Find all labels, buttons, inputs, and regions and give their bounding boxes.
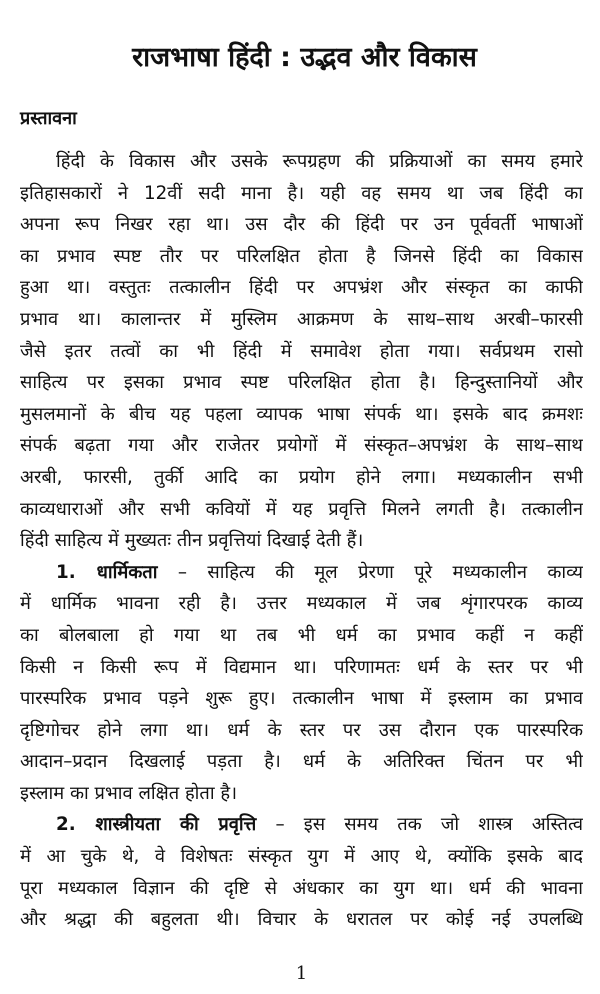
point1-line: इस्लाम का प्रभाव लक्षित होता है।: [20, 782, 238, 804]
point2-line: पूरा मध्यकाल विज्ञान की दृष्टि से अंधकार का युग था। धर्म की भावना: [20, 877, 583, 899]
point2-heading: 2. शास्त्रीयता की प्रवृत्ति: [56, 814, 257, 836]
paragraph-line: जैसे इतर तत्वों का भी हिंदी में समावेश होता गया। सर्वप्रथम रासो: [20, 340, 583, 362]
point1-line: आदान–प्रदान दिखलाई पड़ता है। धर्म के अतिरिक्त चिंतन पर भी: [20, 751, 583, 773]
paragraph-line: मुसलमानों के बीच यह पहला व्यापक भाषा संपर्क था। इसके बाद क्रमशः: [20, 403, 583, 425]
point1-line: का बोलबाला हो गया था तब भी धर्म का प्रभाव कहीं न कहीं: [20, 624, 583, 646]
paragraph-line: अरबी, फारसी, तुर्की आदि का प्रयोग होने लगा। मध्यकालीन सभी: [20, 466, 583, 488]
point2-line: और श्रद्धा की बहुलता थी। विचार के धरातल पर कोई नई उपलब्धि: [20, 909, 583, 931]
point1-first-line: [20, 557, 583, 589]
paragraph-line: अपना रूप निखर रहा था। उस दौर की हिंदी पर उन पूर्ववर्ती भाषाओं: [20, 214, 583, 236]
point1-heading: 1. धार्मिकता: [56, 561, 158, 583]
page-title: राजभाषा हिंदी : उद्भव और विकास: [132, 42, 477, 73]
point2-line: में आ चुके थे, वे विशेषतः संस्कृत युग में आए थे, क्योंकि इसके बाद: [20, 846, 583, 868]
point2-first-line: [20, 809, 583, 841]
point1-line: में धार्मिक भावना रही है। उत्तर मध्यकाल में जब शृंगारपरक काव्य: [20, 593, 583, 615]
paragraph-line: का प्रभाव स्पष्ट तौर पर परिलक्षित होता है जिनसे हिंदी का विकास: [20, 245, 583, 267]
section-heading: प्रस्तावना: [20, 108, 77, 129]
paragraph-line: संपर्क बढ़ता गया और राजेतर प्रयोगों में संस्कृत–अपभ्रंश के साथ–साथ: [20, 435, 583, 457]
document-page: [20, 0, 583, 994]
paragraph-line: हुआ था। वस्तुतः तत्कालीन हिंदी पर अपभ्रंश और संस्कृत का काफी: [20, 277, 583, 299]
body-text: [20, 146, 583, 936]
paragraph-line: हिंदी साहित्य में मुख्यतः तीन प्रवृत्तियां दिखाई देती हैं।: [20, 530, 364, 552]
page-number: 1: [295, 963, 308, 984]
paragraph-line: साहित्य पर इसका प्रभाव स्पष्ट परिलक्षित होता है। हिन्दुस्तानियों और: [20, 372, 583, 394]
paragraph-line: प्रभाव था। कालान्तर में मुस्लिम आक्रमण के साथ–साथ अरबी–फारसी: [20, 308, 583, 330]
point2-first-line-text: – इस समय तक जो शास्त्र अस्तित्व: [256, 814, 583, 836]
paragraph-line: हिंदी के विकास और उसके रूपग्रहण की प्रक्रियाओं का समय हमारे: [56, 151, 583, 172]
point1-line: दृष्टिगोचर होने लगा था। धर्म के स्तर पर उस दौरान एक पारस्परिक: [20, 719, 583, 741]
point1-line: पारस्परिक प्रभाव पड़ने शुरू हुए। तत्कालीन भाषा में इस्लाम का प्रभाव: [20, 688, 583, 710]
paragraph-line: काव्यधाराओं और सभी कवियों में यह प्रवृत्ति मिलने लगती है। तत्कालीन: [20, 498, 583, 520]
point1-first-line-text: – साहित्य की मूल प्रेरणा पूरे मध्यकालीन काव्य: [157, 561, 583, 583]
paragraph-line: इतिहासकारों ने 12वीं सदी माना है। यही वह समय था जब हिंदी का: [20, 182, 583, 204]
point1-line: किसी न किसी रूप में विद्यमान था। परिणामतः धर्म के स्तर पर भी: [20, 656, 583, 678]
